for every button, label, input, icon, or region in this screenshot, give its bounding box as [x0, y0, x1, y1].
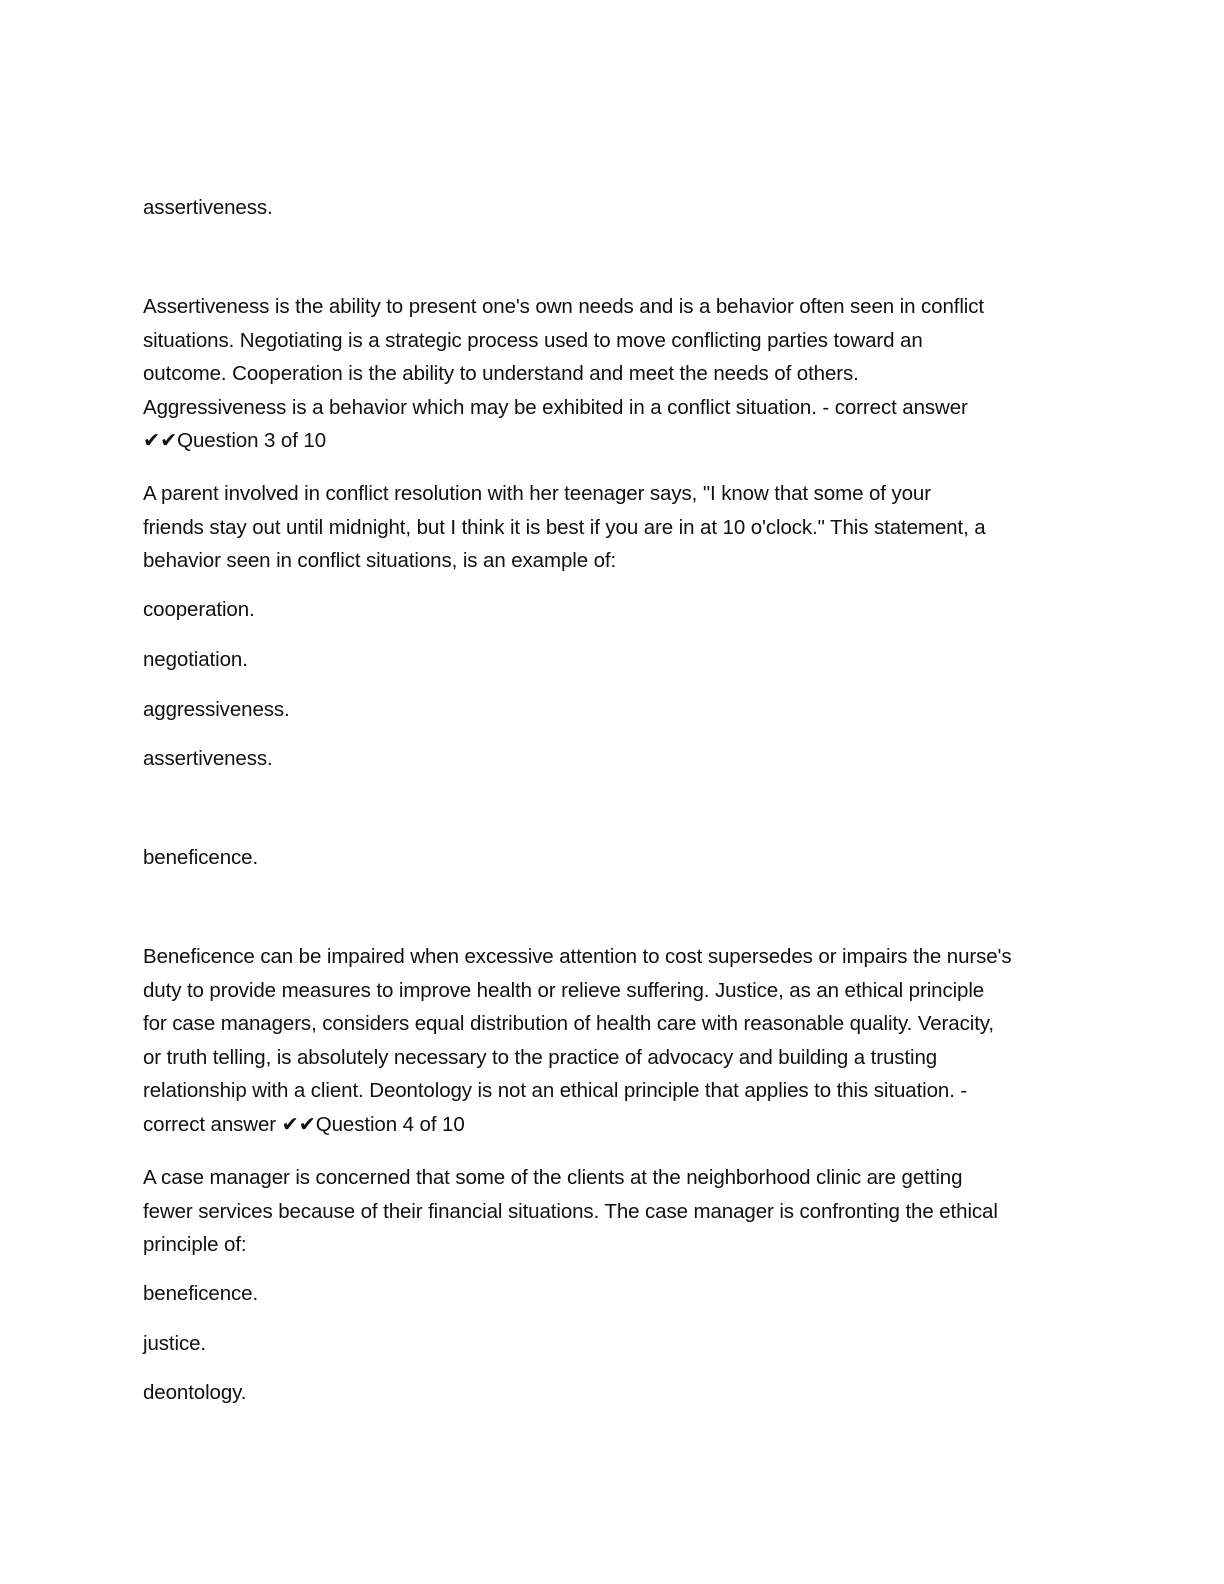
text-line: ✔✔Question 3 of 10 — [143, 429, 326, 452]
text-line: or truth telling, is absolutely necessary to the practice of advocacy and building a trusting — [143, 1045, 938, 1069]
text-line: behavior seen in conflict situations, is an example of: — [143, 549, 617, 572]
text-line: duty to provide measures to improve health or relieve suffering. Justice, as an ethical principle — [143, 978, 985, 1002]
text-line: friends stay out until midnight, but I think it is best if you are in at 10 o'clock." This statement, a — [143, 515, 986, 539]
text-line: fewer services because of their financial situations. The case manager is confronting the ethical — [143, 1199, 998, 1223]
question-4-text — [143, 1161, 1083, 1262]
text-line: correct answer ✔✔Question 4 of 10 — [143, 1112, 465, 1136]
text-line: relationship with a client. Deontology is not an ethical principle that applies to this situation. - — [143, 1079, 968, 1102]
question-3-text — [143, 477, 1083, 578]
text-line: Aggressiveness is a behavior which may be exhibited in a conflict situation. - correct answer — [143, 395, 968, 419]
document-page — [143, 0, 1083, 1584]
q3-option: aggressiveness. — [143, 698, 290, 721]
q3-option: assertiveness. — [143, 747, 273, 770]
text-line: A case manager is concerned that some of the clients at the neighborhood clinic are getting — [143, 1166, 963, 1189]
text-line: situations. Negotiating is a strategic process used to move conflicting parties toward an — [143, 328, 923, 352]
q4-option: justice. — [143, 1332, 207, 1355]
explanation-q3 — [143, 940, 1083, 1141]
top-answer: assertiveness. — [143, 196, 273, 219]
q4-option: beneficence. — [143, 1282, 259, 1305]
text-line: Beneficence can be impaired when excessive attention to cost supersedes or impairs the nurse's — [143, 945, 1012, 968]
text-line: Assertiveness is the ability to present one's own needs and is a behavior often seen in conflict — [143, 295, 985, 318]
q4-option: deontology. — [143, 1381, 247, 1404]
text-line: A parent involved in conflict resolution with her teenager says, "I know that some of your — [143, 482, 931, 505]
text-line: principle of: — [143, 1233, 247, 1256]
text-line: for case managers, considers equal distribution of health care with reasonable quality. Veracity, — [143, 1012, 995, 1035]
explanation-q2 — [143, 290, 1083, 458]
q3-option: negotiation. — [143, 648, 248, 671]
q3-option: cooperation. — [143, 598, 255, 621]
q3-answer: beneficence. — [143, 846, 259, 869]
text-line: outcome. Cooperation is the ability to understand and meet the needs of others. — [143, 362, 859, 385]
